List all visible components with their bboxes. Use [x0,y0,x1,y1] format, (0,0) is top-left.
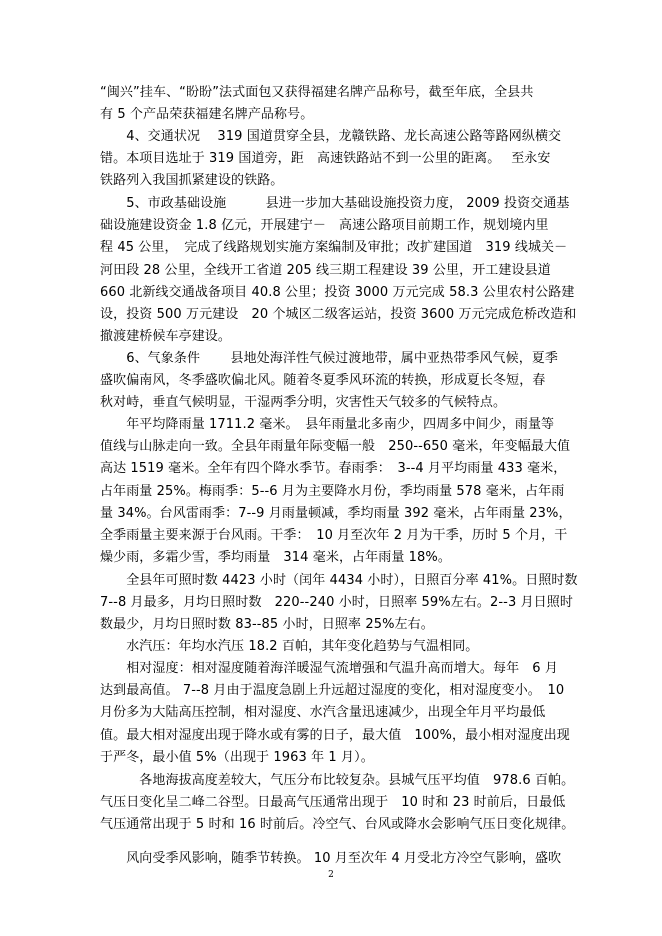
text-line: 气压日变化呈二峰二谷型。日最高气压通常出现于 10 时和 23 时前后，日最低 [100,795,566,811]
text-line: 相对湿度：相对湿度随着海洋暖湿气流增强和气温升高而增大。每年 6 月 [100,661,559,676]
text-line: 全县年可照时数 4423 小时（闰年 4434 小时），日照百分率 41%。日照时数 [100,573,578,588]
text-line: 撤渡建桥候车亭建设。 [100,329,232,345]
text-line: 值。最大相对湿度出现于降水或有雾的日子，最大值 100%，最小相对湿度出现 [100,727,570,743]
text-line: 占年雨量 25%。梅雨季：5--6 月为主要降水月份，季均雨量 578 毫米，占年雨 [100,483,565,499]
text-line: 程 45 公里， 完成了线路规划实施方案编制及审批；改扩建国道 319 线城关－ [100,240,568,256]
text-line: 月份多为大陆高压控制，相对湿度、水汽含量迅速减少，出现全年月平均最低 [100,705,546,721]
text-line: 量 34%。台风雷雨季：7--9 月雨量顿减，季均雨量 392 毫米，占年雨量 23%， [100,505,572,521]
text-line: 错。本项目选址于 319 国道旁，距 高速铁路站不到一公里的距离。 至永安 [100,151,551,167]
text-line: 础设施建设资金 1.8 亿元，开展建宁－ 高速公路项目前期工作，规划境内里 [100,218,549,234]
text-line: 7--8 月最多，月均日照时数 220--240 小时，日照率 59%左右。2--3 月日照时 [100,595,573,611]
text-line: 年平均降雨量 1711.2 毫米。 县年雨量北多南少，四周多中间少，雨量等 [100,417,555,432]
text-line: 气压通常出现于 5 时和 16 时前后。冷空气、台风或降水会影响气压日变化规律。 [100,817,575,833]
text-line: 河田段 28 公里，全线开工省道 205 线三期工程建设 39 公里，开工建设县道 [100,262,551,278]
text-line: 达到最高值。 7--8 月由于温度急剧上升远超过湿度的变化，相对湿度变小。 10 [100,683,565,699]
paragraph-brand-products [100,82,570,126]
text-line: “闽兴”挂车、“盼盼”法式面包又获得福建名牌产品称号，截至年底，全县共 [100,85,534,100]
paragraph-humidity [100,658,570,769]
text-line: 铁路列入我国抓紧建设的铁路。 [100,173,284,189]
text-line: 设，投资 500 万元建设 20 个城区二级客运站，投资 3600 万元完成危桥改造和 [100,307,577,323]
paragraph-transport [100,126,570,193]
text-line: 秋对峙，垂直气候明显，干湿两季分明，灾害性天气较多的气候特点。 [100,395,507,411]
paragraph-rainfall [100,414,570,569]
text-line: 水汽压：年均水汽压 18.2 百帕，其年变化趋势与气温相同。 [100,639,479,654]
text-line: 数最少，月均日照时数 83--85 小时，日照率 25%左右。 [100,617,434,633]
text-line: 有 5 个产品荣获福建名牌产品称号。 [100,107,314,123]
text-line: 风向受季风影响，随季节转换。 10 月至次年 4 月受北方冷空气影响，盛吹 [100,851,562,866]
text-line: 于严冬，最小值 5%（出现于 1963 年 1 月）。 [100,749,374,765]
text-line: 燥少雨，多霜少雪，季均雨量 314 毫米，占年雨量 18%。 [100,550,451,566]
text-line: 660 北新线交通战备项目 40.8 公里；投资 3000 万元完成 58.3 公里农村公路建 [100,284,575,300]
text-line: 各地海拔高度差较大，气压分布比较复杂。县城气压平均值 978.6 百帕。 [100,773,575,788]
text-line: 值线与山脉走向一致。全县年雨量年际变幅一般 250--650 毫米，年变幅最大值 [100,439,571,455]
paragraph-climate [100,348,570,415]
text-line: 全季雨量主要来源于台风雨。干季： 10 月至次年 2 月为干季，历时 5 个月，干 [100,528,568,544]
page-number: 2 [328,870,334,880]
text-line: 高达 1519 毫米。全年有四个降水季节。春雨季： 3--4 月平均雨量 433 毫米， [100,461,567,477]
paragraph-vapor-pressure [100,636,570,658]
text-line: 5、市政基础设施 县进一步加大基础设施投资力度， 2009 投资交通基 [100,196,570,211]
paragraph-sunshine [100,570,578,637]
text-line: 4、交通状况 319 国道贯穿全县，龙赣铁路、龙长高速公路等路网纵横交 [100,129,562,144]
paragraph-infrastructure [100,193,577,348]
paragraph-air-pressure [100,770,575,837]
text-line: 盛吹偏南风，冬季盛吹偏北风。随着冬夏季风环流的转换，形成夏长冬短，春 [100,373,546,389]
paragraph-wind [100,848,570,870]
text-line: 6、气象条件 县地处海洋性气候过渡地带，属中亚热带季风气候，夏季 [100,351,559,366]
